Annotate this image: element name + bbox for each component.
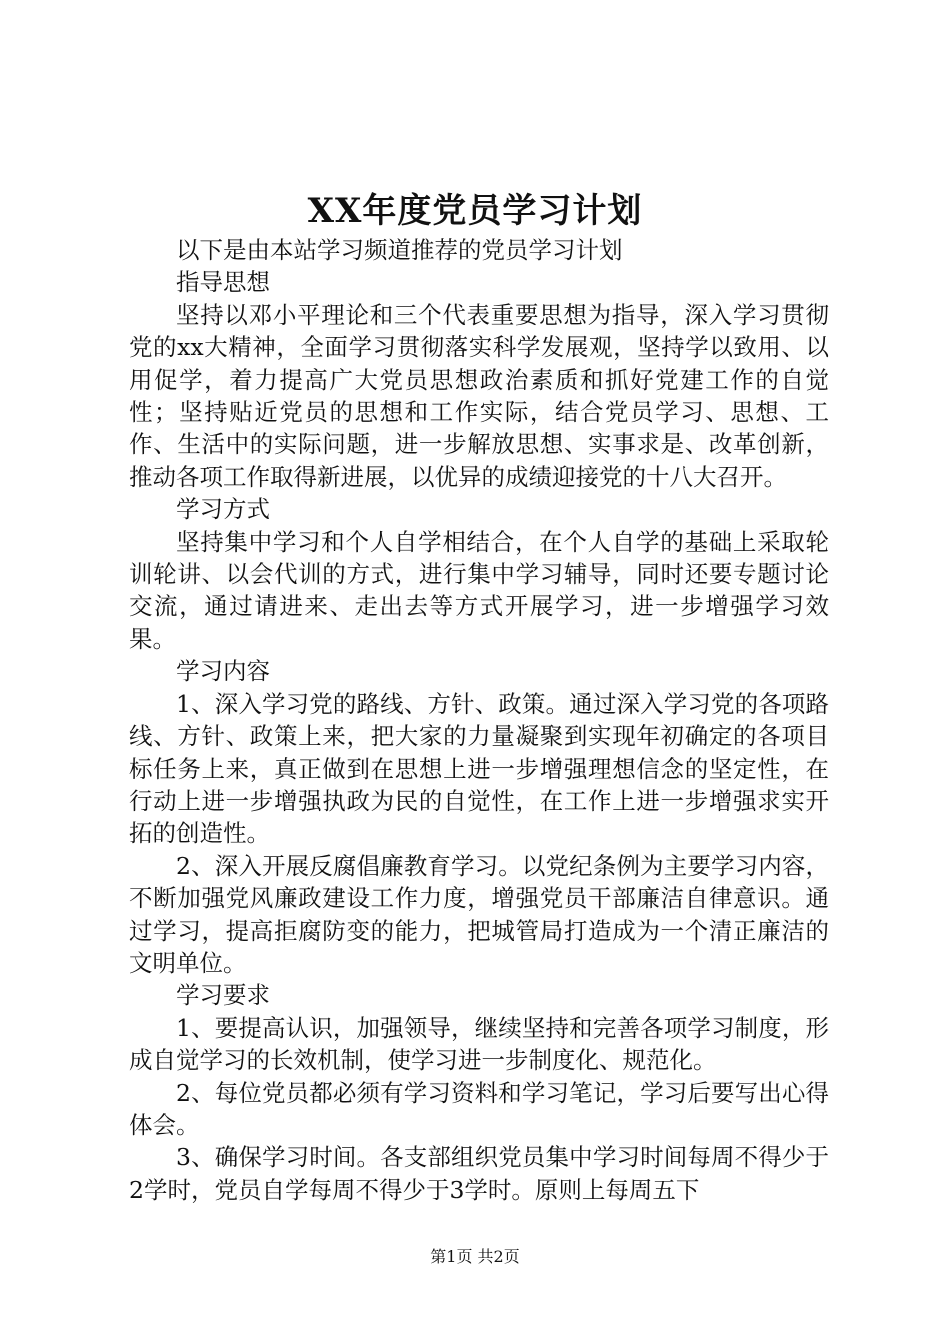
body-paragraph: 坚持以邓小平理论和三个代表重要思想为指导，深入学习贯彻党的xx大精神，全面学习贯彻落实科学发展观，坚持学以致用、以用促学，着力提高广大党员思想政治素质和抓好党建工作的自觉性；坚持贴近党员的思想和工作实际，结合党员学习、思想、工作、生活中的实际问题，进一步解放思想、实事求是、改革创新，推动各项工作取得新进展，以优异的成绩迎接党的十八大召开。 (129, 300, 829, 491)
body-paragraph: 坚持集中学习和个人自学相结合，在个人自学的基础上采取轮训轮讲、以会代训的方式，进行集中学习辅导，同时还要专题讨论交流，通过请进来、走出去等方式开展学习，进一步增强学习效果。 (129, 527, 829, 653)
list-item: 1、要提高认识，加强领导，继续坚持和完善各项学习制度，形成自觉学习的长效机制，使学习进一步制度化、规范化。 (129, 1013, 829, 1075)
list-item: 1、深入学习党的路线、方针、政策。通过深入学习党的各项路线、方针、政策上来，把大家的力量凝聚到实现年初确定的各项目标任务上来，真正做到在思想上进一步增强理想信念的坚定性，在行动上进一步增强执政为民的自觉性，在工作上进一步增强求实开拓的创造性。 (129, 689, 829, 848)
page-footer: 第1页 共2页 (430, 1247, 520, 1266)
list-item: 2、深入开展反腐倡廉教育学习。以党纪条例为主要学习内容，不断加强党风廉政建设工作力度，增强党员干部廉洁自律意识。通过学习，提高拒腐防变的能力，把城管局打造成为一个清正廉洁的文明单位。 (129, 851, 829, 977)
section-heading-study-content: 学习内容 (176, 657, 270, 686)
document-title: XX年度党员学习计划 (307, 191, 643, 231)
intro-paragraph: 以下是由本站学习频道推荐的党员学习计划 (176, 236, 623, 264)
section-heading-study-method: 学习方式 (176, 495, 270, 524)
document-body (129, 234, 829, 1206)
section-heading-guiding-ideology: 指导思想 (176, 268, 270, 297)
list-item: 3、确保学习时间。各支部组织党员集中学习时间每周不得少于2学时，党员自学每周不得少于3学时。原则上每周五下 (129, 1143, 829, 1204)
list-item: 2、每位党员都必须有学习资料和学习笔记，学习后要写出心得体会。 (129, 1078, 829, 1139)
section-heading-study-requirements: 学习要求 (176, 981, 270, 1010)
